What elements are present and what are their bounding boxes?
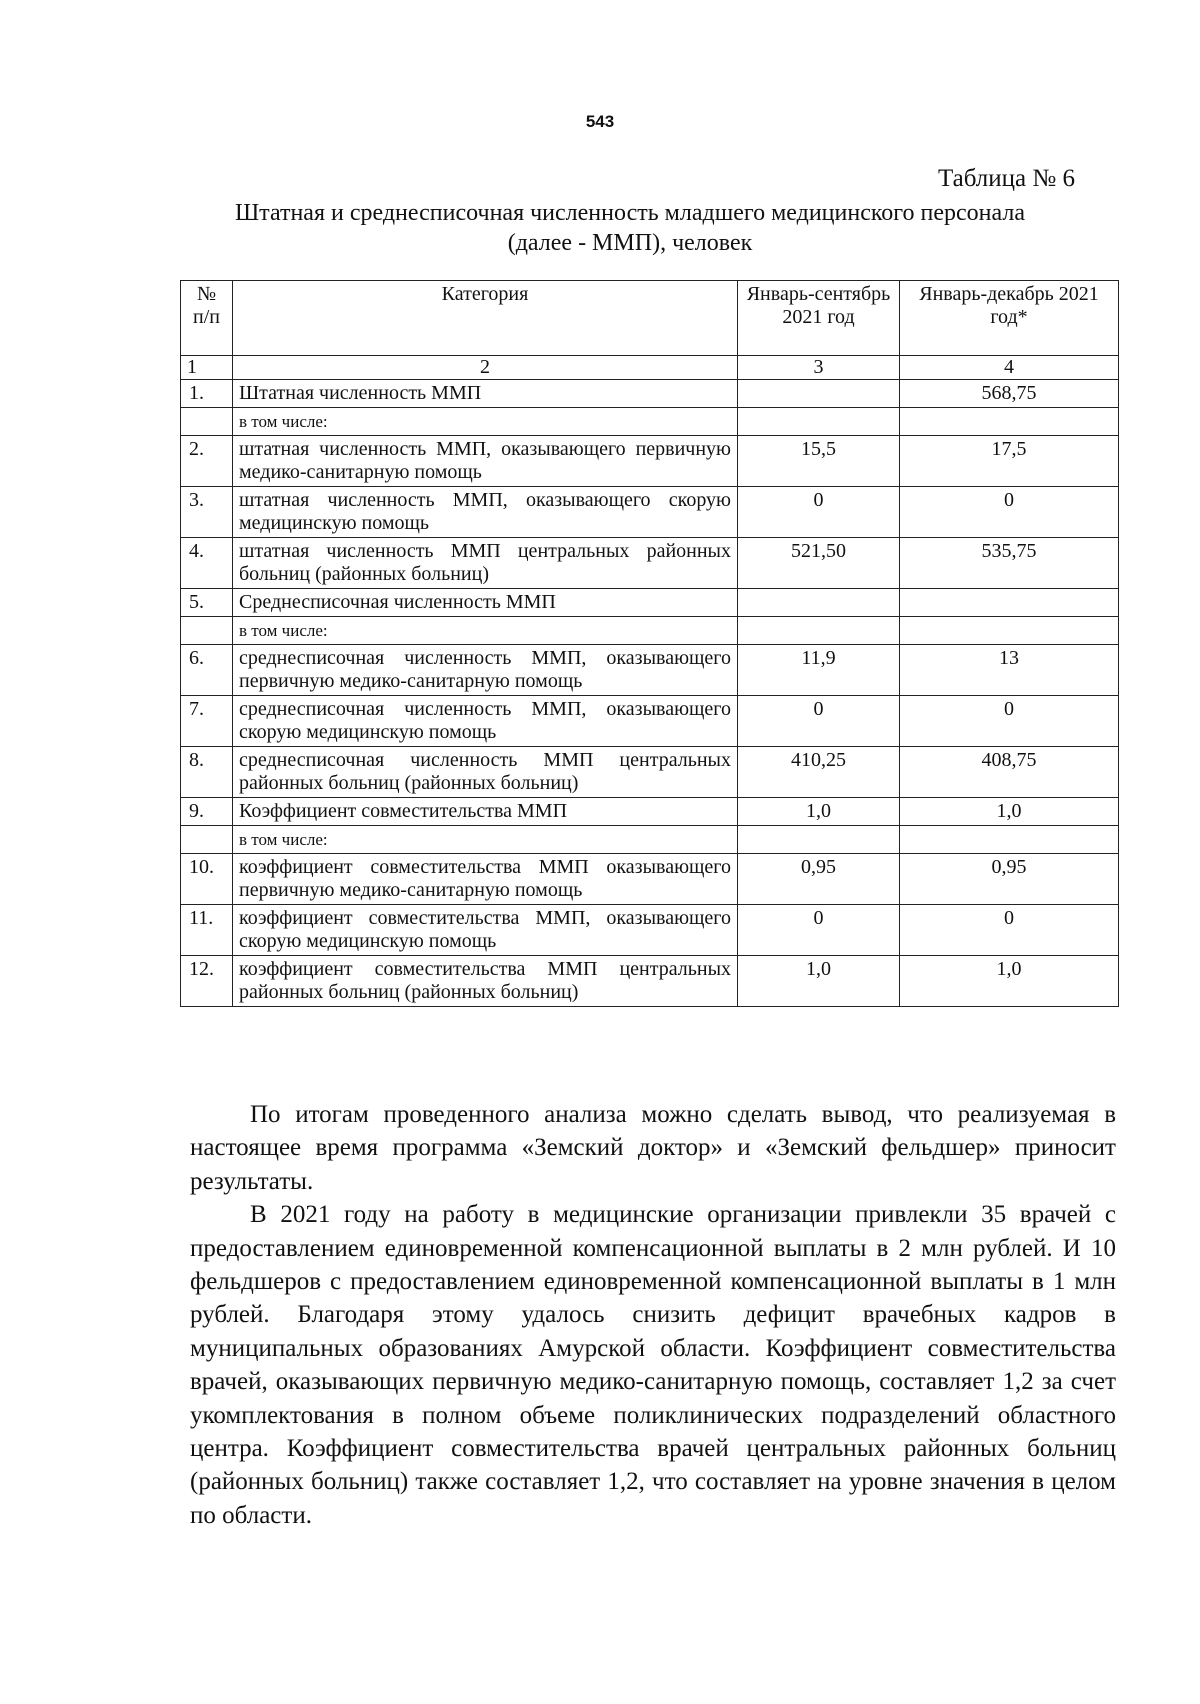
table-row	[181, 696, 1119, 747]
row-value-jan-sep: 1,0	[738, 798, 900, 826]
row-value-jan-dec: 0	[900, 487, 1119, 538]
table-row	[181, 589, 1119, 617]
row-value-jan-dec: 0	[900, 696, 1119, 747]
column-number: 4	[900, 356, 1119, 380]
row-value-jan-dec: 408,75	[900, 747, 1119, 798]
row-value-jan-sep: 0	[738, 905, 900, 956]
row-number	[181, 408, 233, 436]
row-category: штатная численность ММП, оказывающего первичную медико-санитарную помощь	[233, 436, 738, 487]
table-row	[181, 408, 1119, 436]
row-category: коэффициент совместительства ММП, оказывающего скорую медицинскую помощь	[233, 905, 738, 956]
paragraph-conclusion: По итогам проведенного анализа можно сделать вывод, что реализуемая в настоящее время программа «Земский доктор» и «Земский фельдшер» приносит результаты.	[190, 1101, 1116, 1195]
table-row	[181, 747, 1119, 798]
column-number-row	[181, 356, 1119, 380]
row-category: Штатная численность ММП	[233, 380, 738, 408]
row-category: штатная численность ММП, оказывающего скорую медицинскую помощь	[233, 487, 738, 538]
row-value-jan-sep	[738, 589, 900, 617]
caption-line-1: Штатная и среднесписочная численность младшего медицинского персонала	[234, 200, 1026, 226]
row-number: 4.	[181, 538, 233, 589]
caption-line-2: (далее - ММП), человек	[507, 230, 753, 256]
column-number: 1	[181, 356, 233, 380]
row-value-jan-dec: 0,95	[900, 854, 1119, 905]
row-value-jan-dec: 0	[900, 905, 1119, 956]
paragraph-staffing-2021: В 2021 году на работу в медицинские организации привлекли 35 врачей с предоставлением единовременной компенсационной выплаты в 2 млн рублей. И 10 фельдшеров с предоставлением единовременной компенсационной выплаты в 1 млн рублей. Благодаря этому удалось снизить дефицит врачебных кадров в муниципальных образованиях Амурской области. Коэффициент совместительства врачей, оказывающих первичную медико-санитарную помощь, составляет 1,2 за счет укомплектования в полном объеме поликлинических подразделений областного центра. Коэффициент совместительства врачей центральных районных больниц (районных больниц) также составляет 1,2, что составляет на уровне значения в целом по области.	[190, 1201, 1116, 1529]
row-category: Среднесписочная численность ММП	[233, 589, 738, 617]
table-row	[181, 826, 1119, 854]
table-body	[181, 380, 1119, 1007]
row-number: 1.	[181, 380, 233, 408]
staff-table	[180, 280, 1119, 1007]
row-number: 10.	[181, 854, 233, 905]
row-category: в том числе:	[233, 408, 738, 436]
row-value-jan-sep: 15,5	[738, 436, 900, 487]
row-value-jan-dec	[900, 408, 1119, 436]
table-row	[181, 538, 1119, 589]
page-number: 543	[585, 112, 615, 131]
row-category: Коэффициент совместительства ММП	[233, 798, 738, 826]
row-category: среднесписочная численность ММП центральных районных больниц (районных больниц)	[233, 747, 738, 798]
row-number: 5.	[181, 589, 233, 617]
row-value-jan-dec: 535,75	[900, 538, 1119, 589]
row-value-jan-sep	[738, 826, 900, 854]
table-label: Таблица № 6	[937, 165, 1075, 192]
row-value-jan-sep: 1,0	[738, 956, 900, 1007]
table-row	[181, 798, 1119, 826]
row-value-jan-sep	[738, 617, 900, 645]
table-row	[181, 487, 1119, 538]
table-row	[181, 380, 1119, 408]
row-value-jan-sep: 521,50	[738, 538, 900, 589]
column-number: 3	[738, 356, 900, 380]
row-value-jan-dec	[900, 617, 1119, 645]
header-number: № п/п	[181, 281, 233, 356]
row-value-jan-dec	[900, 826, 1119, 854]
table-row	[181, 436, 1119, 487]
row-number: 8.	[181, 747, 233, 798]
row-number: 7.	[181, 696, 233, 747]
row-value-jan-dec: 1,0	[900, 798, 1119, 826]
row-value-jan-sep: 0	[738, 487, 900, 538]
row-value-jan-sep: 11,9	[738, 645, 900, 696]
row-value-jan-dec: 568,75	[900, 380, 1119, 408]
table-header-row	[181, 281, 1119, 356]
row-category: штатная численность ММП центральных районных больниц (районных больниц)	[233, 538, 738, 589]
header-category: Категория	[233, 281, 738, 356]
row-value-jan-dec: 13	[900, 645, 1119, 696]
header-jan-sep-2021: Январь-сентябрь 2021 год	[738, 281, 900, 356]
row-category: среднесписочная численность ММП, оказывающего скорую медицинскую помощь	[233, 696, 738, 747]
table-row	[181, 905, 1119, 956]
row-category: среднесписочная численность ММП, оказывающего первичную медико-санитарную помощь	[233, 645, 738, 696]
row-number: 6.	[181, 645, 233, 696]
row-number: 11.	[181, 905, 233, 956]
table-row	[181, 854, 1119, 905]
header-jan-dec-2021: Январь-декабрь 2021 год*	[900, 281, 1119, 356]
row-value-jan-sep: 0,95	[738, 854, 900, 905]
row-value-jan-dec	[900, 589, 1119, 617]
row-value-jan-sep: 410,25	[738, 747, 900, 798]
row-category: в том числе:	[233, 826, 738, 854]
row-value-jan-dec: 17,5	[900, 436, 1119, 487]
table-caption	[180, 198, 1080, 258]
row-number: 3.	[181, 487, 233, 538]
row-value-jan-dec: 1,0	[900, 956, 1119, 1007]
row-number: 12.	[181, 956, 233, 1007]
row-value-jan-sep	[738, 408, 900, 436]
row-category: коэффициент совместительства ММП центральных районных больниц (районных больниц)	[233, 956, 738, 1007]
row-value-jan-sep	[738, 380, 900, 408]
body-text	[190, 1098, 1116, 1532]
row-category: коэффициент совместительства ММП оказывающего первичную медико-санитарную помощь	[233, 854, 738, 905]
table-row	[181, 956, 1119, 1007]
table-row	[181, 617, 1119, 645]
row-number	[181, 617, 233, 645]
table-row	[181, 645, 1119, 696]
row-number: 2.	[181, 436, 233, 487]
row-value-jan-sep: 0	[738, 696, 900, 747]
row-number	[181, 826, 233, 854]
column-number: 2	[233, 356, 738, 380]
row-category: в том числе:	[233, 617, 738, 645]
row-number: 9.	[181, 798, 233, 826]
